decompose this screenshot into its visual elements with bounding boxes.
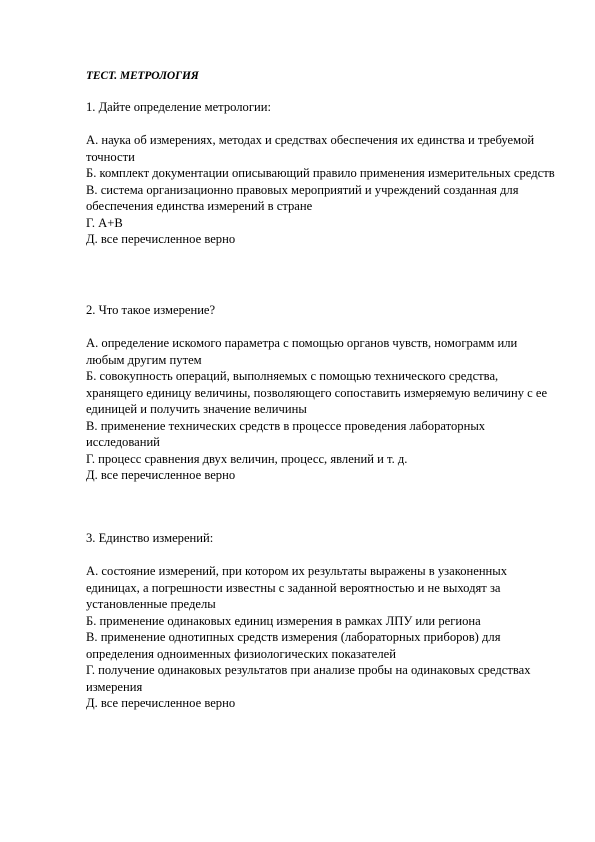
answer-option-d: Г. получение одинаковых результатов при анализе пробы на одинаковых средствах измерения — [86, 663, 531, 694]
answer-option-a: А. определение искомого параметра с помощью органов чувств, номограмм или любым другим путем — [86, 336, 518, 367]
question-2 — [86, 302, 556, 484]
answer-options — [86, 335, 556, 484]
answer-option-c: В. применение технических средств в процессе проведения лабораторных исследований — [86, 418, 486, 449]
answer-option-c: В. система организационно правовых мероприятий и учреждений созданная для обеспечения единства измерений в стране — [86, 182, 519, 213]
answer-option-e: Д. все перечисленное верно — [86, 468, 236, 482]
answer-options — [86, 132, 556, 248]
document-title: ТЕСТ. МЕТРОЛОГИЯ — [86, 70, 199, 82]
answer-option-d: Г. процесс сравнения двух величин, процесс, явлений и т. д. — [86, 451, 408, 466]
answer-options — [86, 563, 556, 712]
answer-option-b: Б. комплект документации описывающий правило применения измерительных средств — [86, 166, 555, 180]
question-text: 1. Дайте определение метрологии: — [86, 99, 271, 114]
answer-option-b: Б. применение одинаковых единиц измерения в рамках ЛПУ или региона — [86, 613, 481, 628]
question-text: 3. Единство измерений: — [86, 530, 214, 545]
answer-option-a: А. наука об измерениях, методах и средствах обеспечения их единства и требуемой точности — [86, 133, 535, 164]
answer-option-c: В. применение однотипных средств измерения (лабораторных приборов) для определения одноименных физиологических показателей — [86, 630, 501, 661]
document-page — [86, 68, 556, 712]
answer-option-b: Б. совокупность операций, выполняемых с помощью технического средства, хранящего единицу величины, позволяющего сопоставить измеряемую величину с ее единицей и получить значение величины — [86, 369, 548, 416]
answer-option-d: Г. А+В — [86, 215, 123, 230]
answer-option-e: Д. все перечисленное верно — [86, 696, 236, 710]
question-text: 2. Что такое измерение? — [86, 302, 216, 317]
spacer — [86, 484, 556, 530]
answer-option-e: Д. все перечисленное верно — [86, 232, 236, 246]
question-3 — [86, 530, 556, 712]
answer-option-a: А. состояние измерений, при котором их результаты выражены в узаконенных единицах, а погрешности известны с заданной вероятностью и не выходят за установленные пределы — [86, 564, 508, 611]
spacer — [86, 248, 556, 302]
question-1 — [86, 99, 556, 248]
